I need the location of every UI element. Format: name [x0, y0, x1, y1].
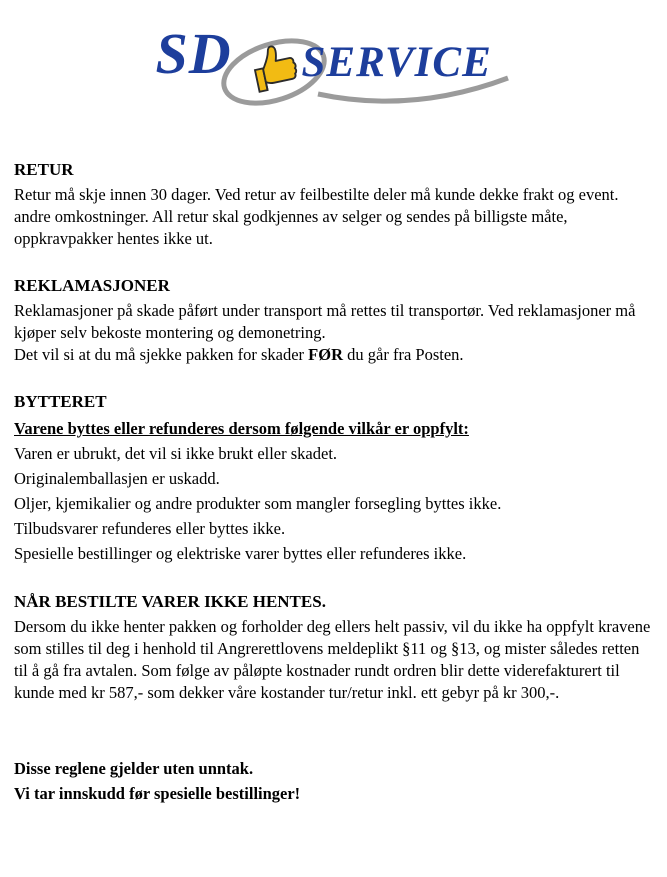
reklamasjoner-p2-post: du går fra Posten.: [343, 345, 464, 364]
policy-content: [0, 160, 667, 806]
bytteret-rule: Varen er ubrukt, det vil si ikke brukt eller skadet.: [14, 444, 338, 463]
logo-text-service: SERVICE: [301, 39, 492, 86]
section-heading-ikke-hentes: NÅR BESTILTE VARER IKKE HENTES.: [14, 592, 326, 611]
retur-paragraph: Retur må skje innen 30 dager. Ved retur av feilbestilte deler må kunde dekke frakt og event. andre omkostninger. All retur skal godkjennes av selger og sendes på billigste måte, oppkravpakker hentes ikke ut.: [14, 185, 619, 248]
reklamasjoner-paragraph-2: [14, 344, 653, 366]
bytteret-rule: Spesielle bestillinger og elektriske varer byttes eller refunderes ikke.: [14, 544, 467, 563]
bytteret-rule: Originalemballasjen er uskadd.: [14, 469, 220, 488]
section-heading-bytteret: BYTTERET: [14, 392, 107, 411]
bytteret-intro: Varene byttes eller refunderes dersom følgende vilkår er oppfylt:: [14, 419, 469, 438]
footer-line-2: Vi tar innskudd før spesielle bestillinger!: [14, 784, 301, 803]
footer-line-1: Disse reglene gjelder uten unntak.: [14, 759, 254, 778]
reklamasjoner-p2-emphasis: FØR: [308, 345, 344, 364]
bytteret-rule: Tilbudsvarer refunderes eller byttes ikke.: [14, 519, 286, 538]
ikke-hentes-paragraph: Dersom du ikke henter pakken og forholder deg ellers helt passiv, vil du ikke ha oppfylt kravene som stilles til deg i henhold til Angrerettlovens meldeplikt §11 og §13, og mister således retten til å gå fra avtalen. Som følge av påløpte kostnader rundt ordren blir dette viderefakturert til kunde med kr 587,- som dekker våre kostander tur/retur inkl. ett gebyr på kr 300,-.: [14, 617, 651, 702]
bytteret-rule: Oljer, kjemikalier og andre produkter som mangler forsegling byttes ikke.: [14, 494, 502, 513]
reklamasjoner-p2-pre: Det vil si at du må sjekke pakken for skader: [14, 345, 309, 364]
section-heading-reklamasjoner: REKLAMASJONER: [14, 276, 170, 295]
section-heading-retur: RETUR: [14, 160, 74, 179]
logo: [154, 21, 514, 114]
reklamasjoner-paragraph-1: Reklamasjoner på skade påført under transport må rettes til transportør. Ved reklamasjoner må kjøper selv bekoste montering og demonetring.: [14, 301, 636, 342]
logo-text-sd: SD: [155, 21, 232, 86]
thumbs-up-icon: [248, 40, 304, 96]
footer-notes: [14, 756, 653, 806]
